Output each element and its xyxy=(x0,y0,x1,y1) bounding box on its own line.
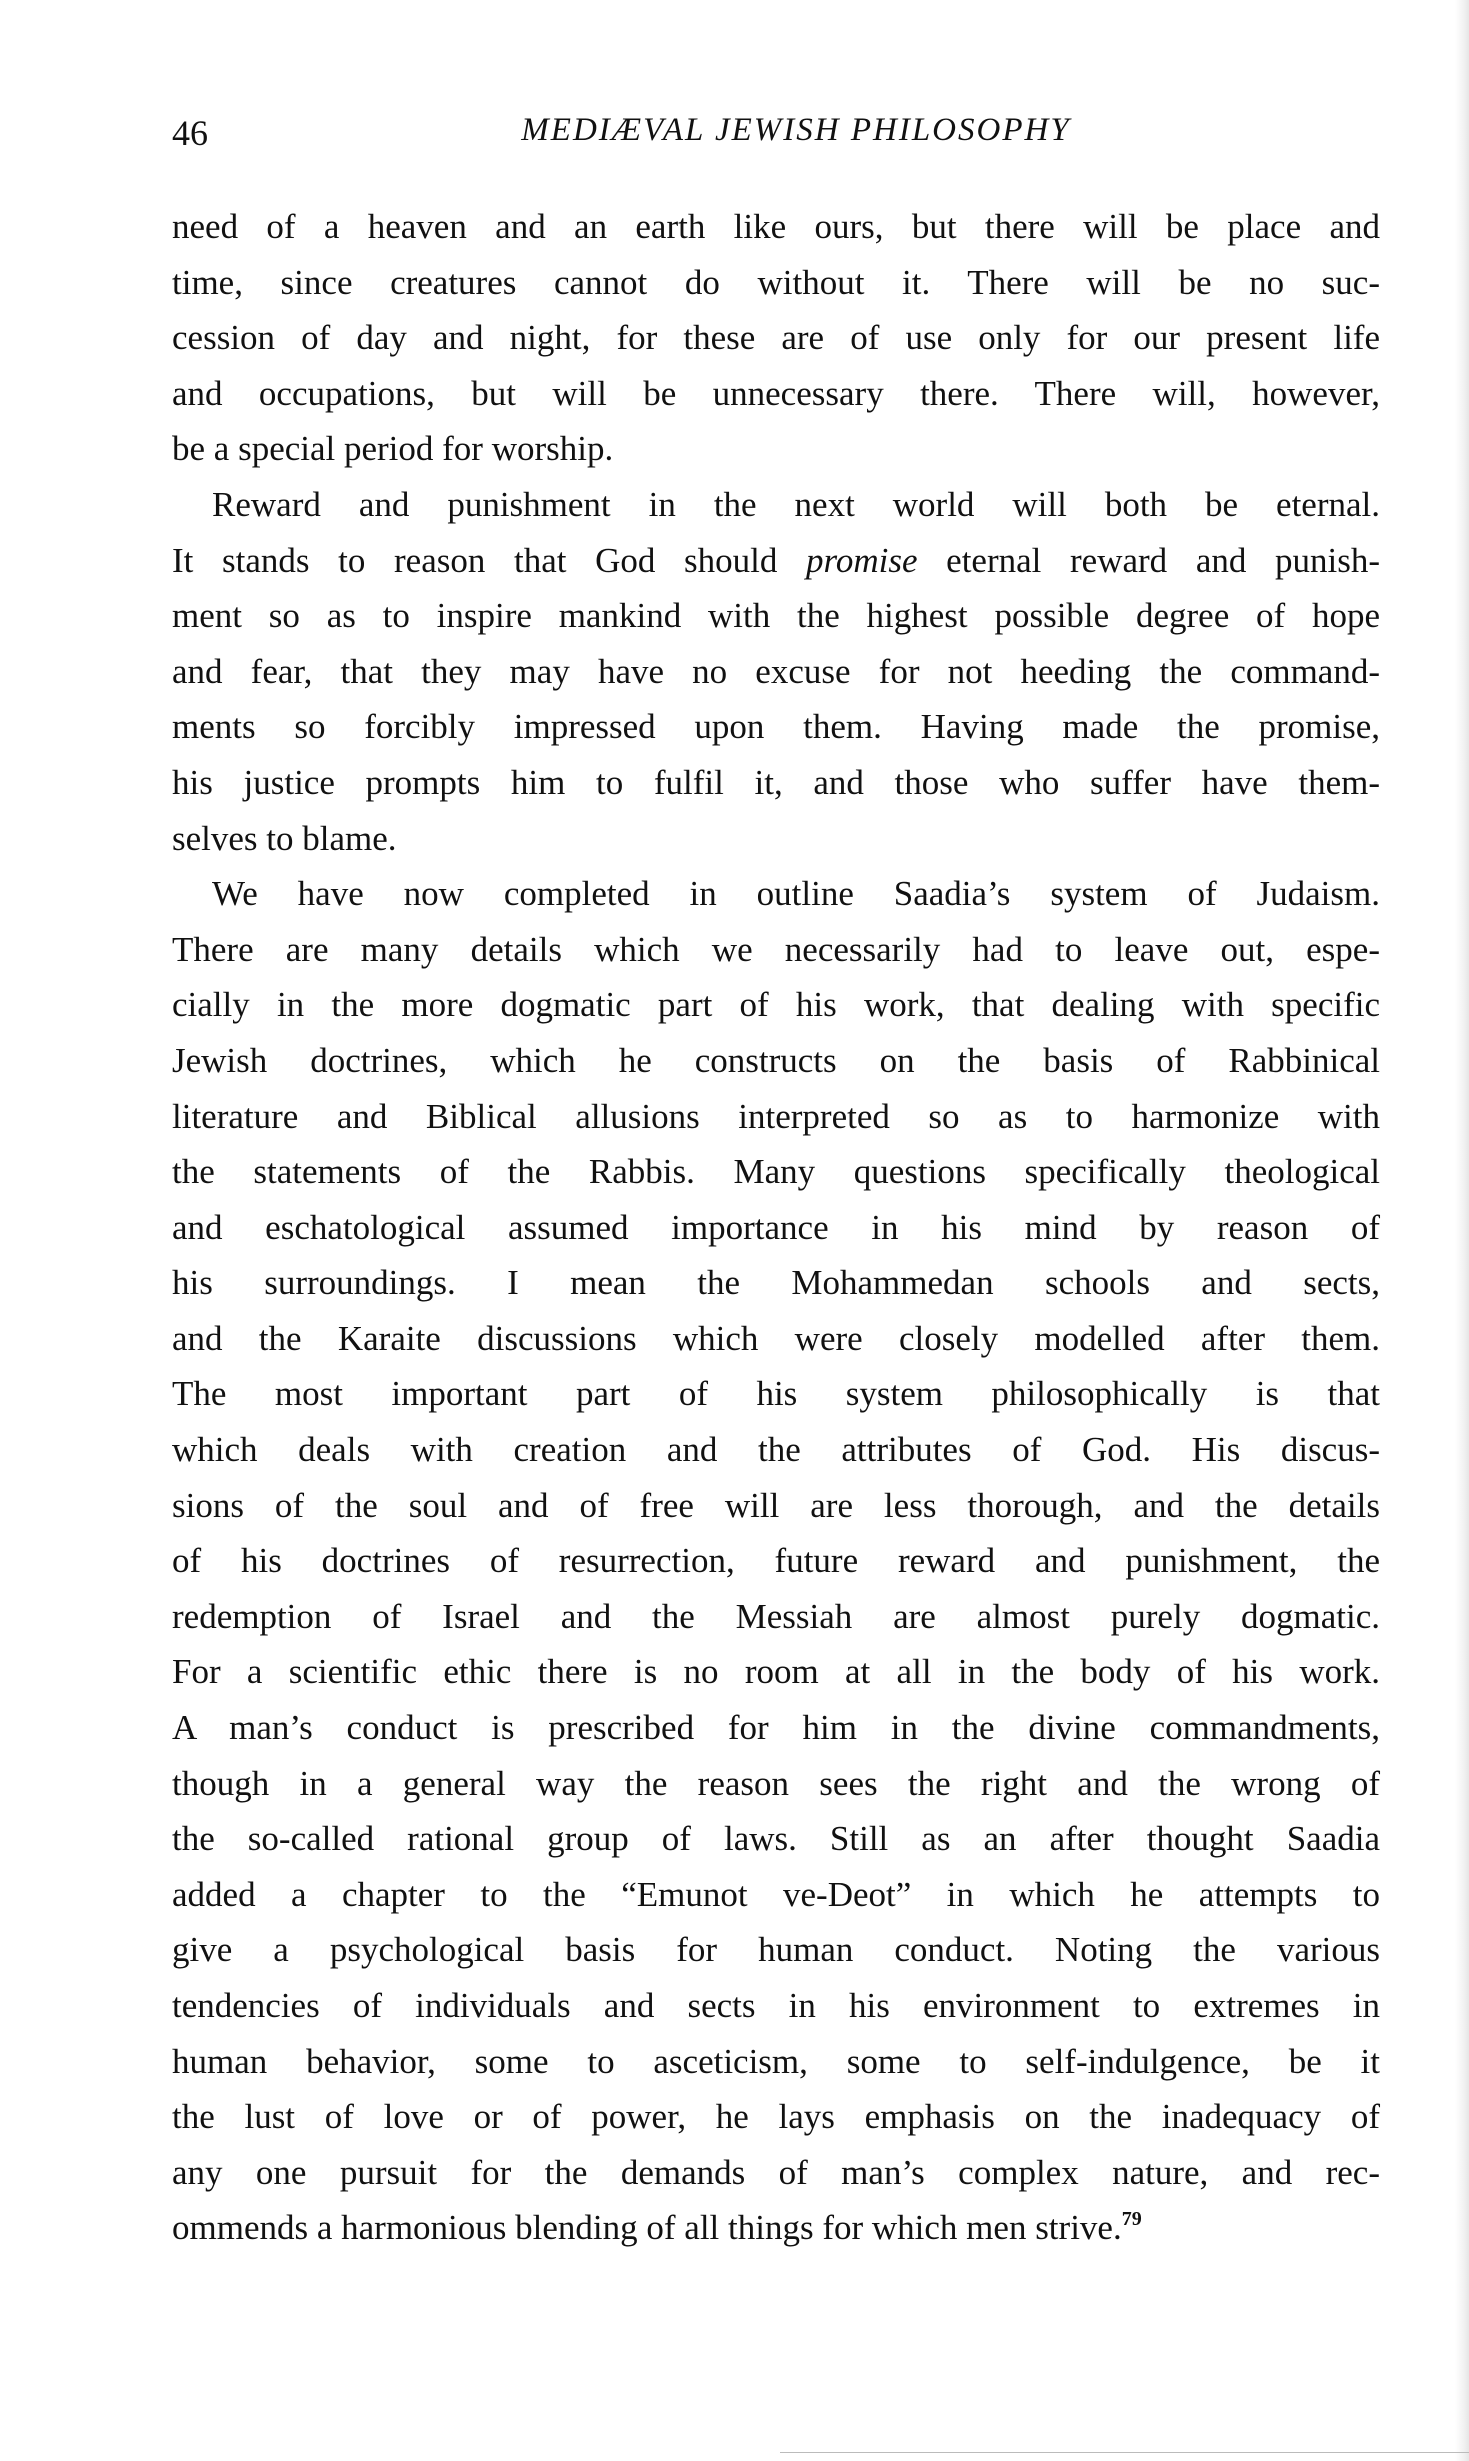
paragraph xyxy=(172,477,1380,866)
text-line: and fear, that they may have no excuse for not heeding the command- xyxy=(172,651,1380,691)
scan-edge xyxy=(1455,0,1469,2461)
text-line: sions of the soul and of free will are less thorough, and the details xyxy=(172,1485,1380,1525)
page-body xyxy=(172,199,1380,2256)
text-line: A man’s conduct is prescribed for him in the divine commandments, xyxy=(172,1708,1380,1748)
text-line: There are many details which we necessarily had to leave out, espe- xyxy=(172,929,1380,969)
page-number: 46 xyxy=(172,113,208,153)
text-segment: It stands to reason that God should xyxy=(172,540,807,580)
text-line: be a special period for worship. xyxy=(172,429,614,469)
text-line: the so-called rational group of laws. Still as an after thought Saadia xyxy=(172,1819,1380,1859)
bottom-rule xyxy=(780,2452,1469,2453)
text-line: though in a general way the reason sees the right and the wrong of xyxy=(172,1763,1380,1803)
text-line: of his doctrines of resurrection, future reward and punishment, the xyxy=(172,1541,1380,1581)
text-line: literature and Biblical allusions interpreted so as to harmonize with xyxy=(172,1096,1380,1136)
text-line: The most important part of his system philosophically is that xyxy=(172,1374,1380,1414)
text-line: give a psychological basis for human conduct. Noting the various xyxy=(172,1930,1380,1970)
text-line: redemption of Israel and the Messiah are almost purely dogmatic. xyxy=(172,1596,1380,1636)
text-line: Jewish doctrines, which he constructs on the basis of Rabbinical xyxy=(172,1040,1380,1080)
text-line: tendencies of individuals and sects in his environment to extremes in xyxy=(172,1986,1380,2025)
footnote-reference: 79 xyxy=(1121,2208,1142,2231)
text-line: For a scientific ethic there is no room at all in the body of his work. xyxy=(172,1652,1380,1692)
text-line: the lust of love or of power, he lays emphasis on the inadequacy of xyxy=(172,2097,1380,2137)
text-line: which deals with creation and the attributes of God. His discus- xyxy=(172,1430,1380,1470)
text-line: and occupations, but will be unnecessary there. There will, however, xyxy=(172,373,1380,413)
text-line: any one pursuit for the demands of man’s complex nature, and rec- xyxy=(172,2152,1380,2192)
text-line: his justice prompts him to fulfil it, and those who suffer have them- xyxy=(172,762,1380,802)
text-line xyxy=(172,2200,1380,2256)
text-line: Reward and punishment in the next world will both be eternal. xyxy=(212,484,1380,524)
text-line: and eschatological assumed importance in his mind by reason of xyxy=(172,1207,1380,1247)
text-segment: eternal reward and punish- xyxy=(917,540,1380,580)
text-line: the statements of the Rabbis. Many questions specifically theological xyxy=(172,1152,1380,1192)
text-line: We have now completed in outline Saadia’s system of Judaism. xyxy=(212,874,1380,914)
text-segment: ommends a harmonious blending of all things for which men strive. xyxy=(172,2208,1122,2248)
text-line xyxy=(172,533,1380,589)
text-line: ment so as to inspire mankind with the highest possible degree of hope xyxy=(172,596,1380,636)
text-line: need of a heaven and an earth like ours, but there will be place and xyxy=(172,207,1380,246)
page-header xyxy=(172,112,1380,162)
text-line: added a chapter to the “Emunot ve-Deot” in which he attempts to xyxy=(172,1874,1380,1914)
running-title: MEDIÆVAL JEWISH PHILOSOPHY xyxy=(521,112,1071,148)
text-line: human behavior, some to asceticism, some to self-indulgence, be it xyxy=(172,2041,1380,2081)
italic-word: promise xyxy=(806,540,918,580)
text-line: ments so forcibly impressed upon them. Having made the promise, xyxy=(172,707,1380,747)
text-line: selves to blame. xyxy=(172,818,397,858)
paragraph xyxy=(172,199,1380,477)
text-line: and the Karaite discussions which were closely modelled after them. xyxy=(172,1318,1380,1358)
text-line: his surroundings. I mean the Mohammedan schools and sects, xyxy=(172,1263,1380,1303)
text-line: cession of day and night, for these are of use only for our present life xyxy=(172,318,1380,358)
paragraph xyxy=(172,866,1380,2256)
text-line: cially in the more dogmatic part of his work, that dealing with specific xyxy=(172,985,1380,1025)
text-line: time, since creatures cannot do without it. There will be no suc- xyxy=(172,262,1380,302)
